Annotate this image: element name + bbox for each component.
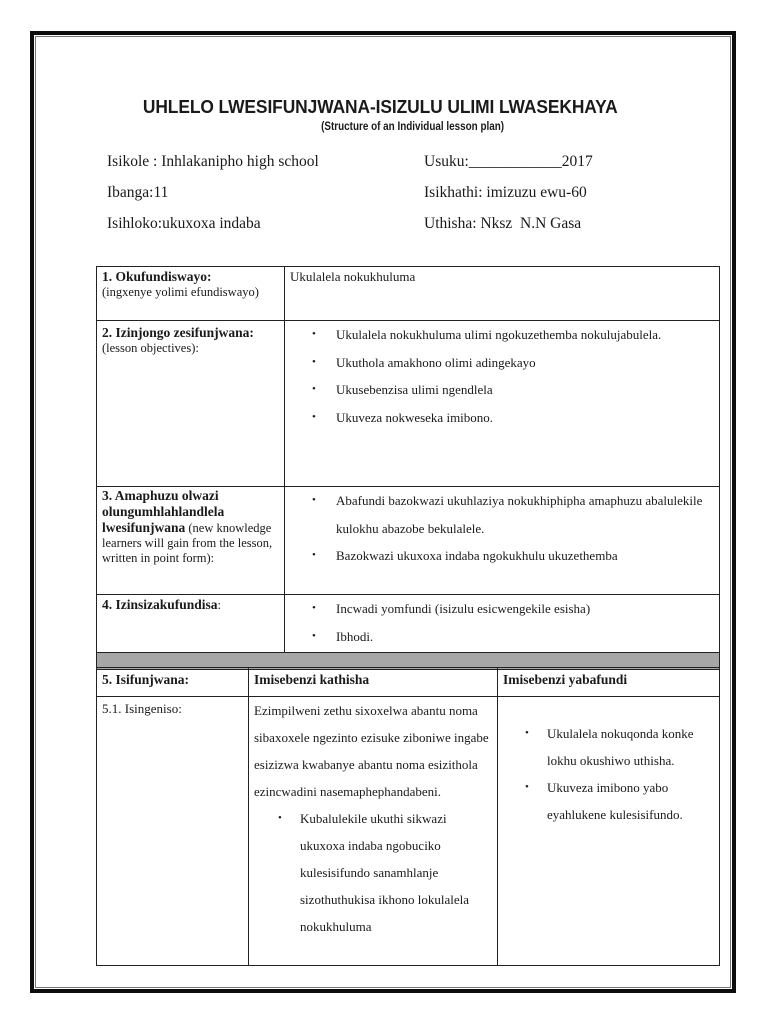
- bullet-icon: •: [312, 602, 316, 614]
- list-item: • Kubalulekile ukuthi sikwazi ukuxoxa indaba ngobuciko kulesisifundo sanamhlanje sizothuthukisa ikhono lokulalela nokukhuluma: [300, 805, 492, 940]
- knowledge-list: [290, 487, 714, 570]
- header-learner-activities: Imisebenzi yabafundi: [498, 668, 720, 697]
- section-row-3: [97, 487, 720, 595]
- section-content-cell: [285, 321, 720, 487]
- list-item: • Bazokwazi ukuxoxa indaba ngokukhulu ukuzethemba: [336, 542, 714, 570]
- section-row-4: [97, 595, 720, 653]
- bullet-icon: •: [525, 781, 529, 793]
- list-item: • Ibhodi.: [336, 623, 714, 651]
- bullet-icon: •: [312, 383, 316, 395]
- bullet-icon: •: [312, 549, 316, 561]
- section-label: 3. Amaphuzu olwazi olungumhlahlandlela lwesifunjwana: [102, 488, 225, 535]
- stage-cell: [97, 697, 249, 966]
- bullet-icon: •: [312, 629, 316, 642]
- section-row-2: [97, 321, 720, 487]
- list-item: • Incwadi yomfundi (isizulu esicwengekile esisha): [336, 595, 714, 623]
- teacher-intro-text: Ezimpilweni zethu sixoxelwa abantu noma sibaxoxele ngezinto ezisuke ziboniwe ingabe esizizwa kwabanye abantu noma esizithola ezincwadini nasemaphephandabeni.: [254, 703, 489, 799]
- document-subtitle: (Structure of an Individual lesson plan): [321, 121, 505, 133]
- bullet-icon: •: [312, 410, 316, 423]
- learner-activities-cell: [498, 697, 720, 966]
- activities-header-row: [97, 668, 720, 697]
- section-label-cell: [97, 267, 285, 321]
- section-content: Ukulalela nokukhuluma: [290, 269, 416, 284]
- section-sublabel: (ingxenye yolimi efundiswayo): [102, 285, 259, 300]
- section-label-cell: [97, 321, 285, 487]
- lesson-activities-table: [96, 667, 720, 966]
- info-school: Isikole : Inhlakanipho high school: [107, 153, 319, 170]
- section-sublabel: (lesson objectives):: [102, 341, 199, 356]
- info-topic: Isihloko:ukuxoxa indaba: [107, 215, 261, 232]
- table-row: [97, 697, 720, 966]
- learner-bullets: [503, 720, 714, 828]
- list-item: • Ukusebenzisa ulimi ngendlela: [336, 376, 714, 404]
- list-item: • Ukuveza imibono yabo eyahlukene kulesisifundo.: [547, 774, 714, 828]
- section-label-cell: [97, 595, 285, 653]
- list-item: • Ukulalela nokukhuluma ulimi ngokuzethemba nokulujabulela.: [336, 321, 714, 349]
- info-date: Usuku:____________2017: [424, 153, 593, 170]
- section-content-cell: [285, 487, 720, 595]
- header-stage: 5. Isifunjwana:: [97, 668, 249, 697]
- bullet-icon: •: [278, 812, 282, 824]
- lesson-plan-table: [96, 266, 720, 670]
- section-label-cell: [97, 487, 285, 595]
- section-sublabel: (new knowledge learners will gain from the lesson, written in point form):: [102, 520, 273, 565]
- list-item: • Abafundi bazokwazi ukuhlaziya nokukhiphipha amaphuzu abalulekile kulokhu abazobe bekulalele.: [336, 487, 714, 542]
- section-label: 2. Izinjongo zesifunjwana:: [102, 325, 254, 340]
- resources-list: [290, 595, 714, 650]
- document-title: UHLELO LWESIFUNJWANA-ISIZULU ULIMI LWASEKHAYA: [142, 96, 618, 117]
- teacher-bullets: [254, 805, 492, 940]
- bullet-icon: •: [525, 727, 529, 739]
- list-item: • Ukulalela nokuqonda konke lokhu okushiwo uthisha.: [547, 720, 714, 774]
- header-teacher-activities: Imisebenzi kathisha: [249, 668, 498, 697]
- section-content-cell: [285, 595, 720, 653]
- bullet-icon: •: [312, 328, 316, 340]
- bullet-icon: •: [312, 355, 316, 368]
- info-grade: Ibanga:11: [107, 184, 169, 201]
- teacher-activities-cell: [249, 697, 498, 966]
- section-sublabel: :: [217, 598, 222, 612]
- info-teacher: Uthisha: Nksz N.N Gasa: [424, 215, 582, 232]
- stage-label: 5.1. Isingeniso:: [102, 701, 182, 716]
- list-item: • Ukuveza nokweseka imibono.: [336, 404, 714, 432]
- section-content-cell: [285, 267, 720, 321]
- bullet-icon: •: [312, 494, 316, 506]
- section-row-1: [97, 267, 720, 321]
- info-duration: Isikhathi: imizuzu ewu-60: [424, 184, 587, 201]
- section-label: 4. Izinsizakufundisa: [102, 597, 218, 612]
- list-item: • Ukuthola amakhono olimi adingekayo: [336, 349, 714, 377]
- objectives-list: [290, 321, 714, 431]
- section-label: 1. Okufundiswayo:: [102, 269, 212, 284]
